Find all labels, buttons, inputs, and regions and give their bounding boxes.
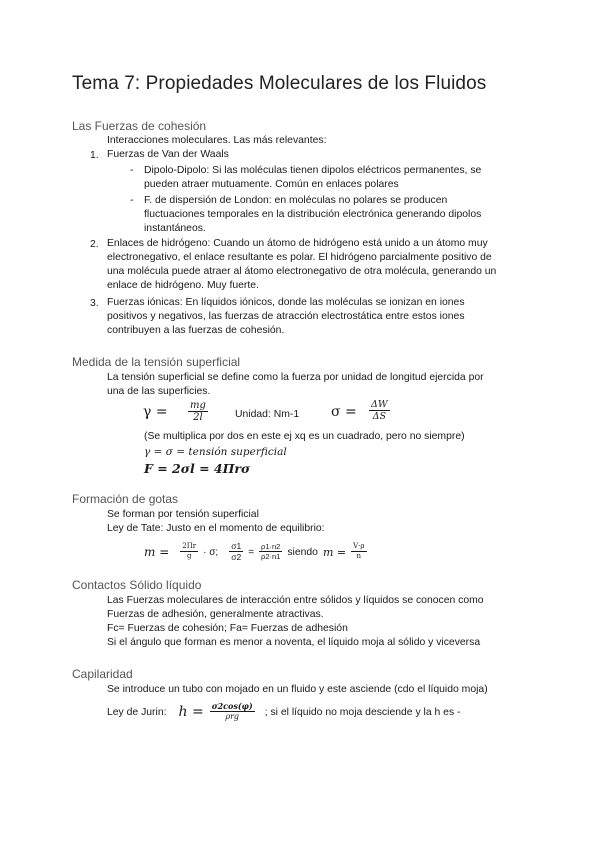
- fraction-denominator: σ2: [231, 552, 242, 563]
- list-item-text: Enlaces de hidrógeno: Cuando un átomo de hidrógeno está unido a un átomo muy: [107, 238, 488, 249]
- fraction-denominator: ρ2·n1: [261, 552, 281, 562]
- fraction-denominator: ρrg: [225, 712, 240, 722]
- fraction-numerator: V·ρ: [353, 542, 365, 551]
- equation-sigma-lhs: σ =: [331, 404, 357, 420]
- ley-jurin-label: Ley de Jurin:: [107, 706, 167, 718]
- list-item-text: electronegativo, el enlace resultante es polar. El hidrógeno parcialmente positivo de: [107, 252, 492, 263]
- page-title: Tema 7: Propiedades Moleculares de los Fluidos: [72, 73, 487, 94]
- sub-item-text: instantáneos.: [144, 223, 206, 234]
- siendo-label: siendo: [287, 546, 318, 558]
- fraction-numerator: σ2cos(φ): [211, 701, 253, 712]
- sub-item-text: Dipolo-Dipolo: Si las moléculas tienen dipolos eléctricos permanentes, se: [144, 165, 482, 176]
- sub-item-text: pueden atraer mutuamente. Común en enlaces polares: [144, 179, 399, 190]
- fraction-denominator: g: [186, 552, 192, 561]
- gotas-text: Ley de Tate: Justo en el momento de equilibrio:: [107, 523, 325, 534]
- capilaridad-text: Se introduce un tubo con mojado en un fluido y este asciende (cdo el líquido moja): [107, 684, 488, 695]
- equation-sigma-fraction: [369, 400, 390, 423]
- list-number: 2.: [90, 239, 99, 250]
- fraction-numerator: ρ1·n2: [261, 541, 281, 551]
- equation-h-lhs: h =: [178, 704, 204, 720]
- equation-tension-definition: γ = σ = tensión superficial: [144, 446, 287, 458]
- fraction-numerator: ΔW: [371, 399, 388, 410]
- list-item-text: contribuyen a las fuerzas de cohesión.: [107, 325, 285, 336]
- equation-force: F = 2σl = 4Πrσ: [144, 461, 251, 476]
- equation-equals: =: [248, 546, 255, 558]
- section-heading-gotas: Formación de gotas: [72, 492, 179, 506]
- equation-gamma-lhs: γ =: [143, 404, 168, 420]
- fraction-denominator: ΔS: [372, 411, 386, 423]
- jurin-tail-text: ; si el líquido no moja desciende y la h es -: [264, 706, 461, 718]
- sub-bullet: -: [130, 165, 134, 176]
- contactos-text: Si el ángulo que forman es menor a noventa, el líquido moja al sólido y viceversa: [107, 637, 481, 648]
- section-heading-capilaridad: Capilaridad: [72, 667, 133, 681]
- cohesion-intro: Interacciones moleculares. Las más relevantes:: [107, 135, 327, 146]
- contactos-text: Fuerzas de adhesión, generalmente atractivas.: [107, 609, 324, 620]
- fraction-numerator: σ1: [231, 540, 242, 551]
- list-item-text: Fuerzas iónicas: En líquidos iónicos, donde las moléculas se ionizan en iones: [107, 297, 465, 308]
- fraction-denominator: 2l: [193, 412, 203, 423]
- contactos-text: Fc= Fuerzas de cohesión; Fa= Fuerzas de adhesión: [107, 623, 348, 634]
- sub-item-text: F. de dispersión de London: en moléculas no polares se producen: [144, 195, 448, 206]
- section-heading-contactos: Contactos Sólido líquido: [72, 578, 202, 592]
- unit-label: Unidad: Nm-1: [235, 409, 300, 420]
- tension-text: La tensión superficial se define como la fuerza por unidad de longitud ejercida por: [107, 372, 484, 383]
- fraction-numerator: mg: [190, 400, 206, 411]
- section-heading-cohesion: Las Fuerzas de cohesión: [72, 119, 207, 133]
- section-heading-tension: Medida de la tensión superficial: [72, 355, 241, 369]
- tension-note: (Se multiplica por dos en este ej xq es un cuadrado, pero no siempre): [144, 431, 465, 442]
- fraction-numerator: 2Πr: [182, 542, 197, 551]
- equation-m-lhs: m =: [144, 545, 170, 559]
- equation-dot-sigma: · σ;: [203, 546, 219, 558]
- equation-m2-lhs: m =: [322, 545, 347, 559]
- sub-bullet: -: [130, 195, 134, 206]
- list-item-text: una molécula puede atraer al átomo electronegativo de otra molécula, generando un: [107, 266, 497, 277]
- list-number: 3.: [90, 298, 99, 309]
- list-number: 1.: [90, 150, 99, 161]
- fraction-denominator: n: [356, 552, 362, 561]
- sub-item-text: fluctuaciones temporales en la distribución electrónica generando dipolos: [144, 209, 482, 220]
- equation-gamma-fraction: [188, 400, 208, 424]
- contactos-text: Las Fuerzas moleculares de interacción entre sólidos y líquidos se conocen como: [107, 595, 484, 606]
- equation-tate: [144, 538, 367, 566]
- equation-jurin: [107, 698, 461, 726]
- list-item-van-der-waals: Fuerzas de Van der Waals: [107, 149, 229, 160]
- gotas-text: Se forman por tensión superficial: [107, 509, 259, 520]
- list-item-text: enlace de hidrógeno. Muy fuerte.: [107, 280, 259, 291]
- list-item-text: positivos y negativos, las fuerzas de atracción electrostática entre estos iones: [107, 311, 465, 322]
- tension-text: una de las superficies.: [107, 386, 211, 397]
